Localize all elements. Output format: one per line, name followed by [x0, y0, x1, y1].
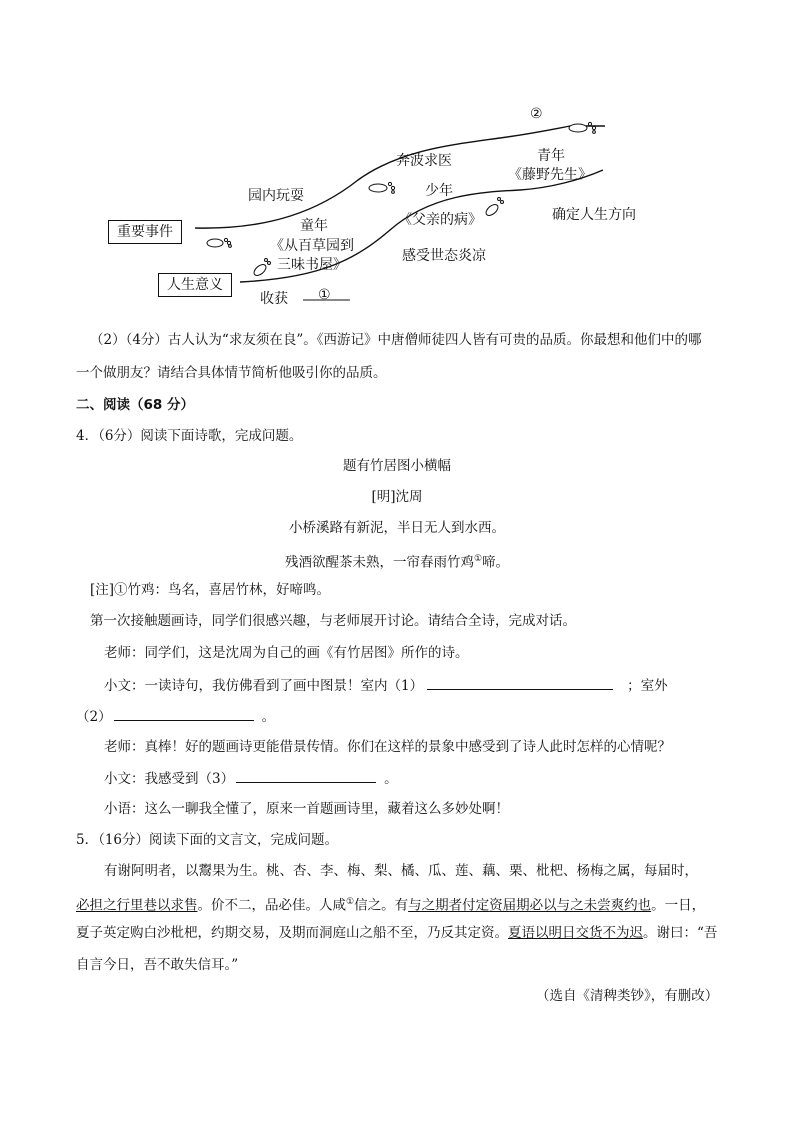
event-label: 确定人生方向	[552, 207, 636, 223]
dialogue-line	[104, 675, 668, 696]
classical-span: 信之。有	[354, 897, 409, 914]
answer-blank-3[interactable]	[236, 768, 376, 783]
underlined-sentence: 必担之行里巷以求售	[76, 897, 198, 914]
dialogue-line: 小语：这么一聊我全懂了，原来一首题画诗里，藏着这么多妙处啊！	[104, 801, 509, 817]
dialogue-text: 。	[384, 771, 398, 787]
life-meaning-box: 人生意义	[158, 273, 232, 297]
underlined-sentence: 与之期者付定资届期必以与之未尝爽约也	[408, 897, 652, 914]
poem-note: [注]①竹鸡：鸟名，喜居竹林，好啼鸣。	[90, 582, 331, 598]
classical-span: 夏子英定购白沙枇杷，约期交易，及期而洞庭山之船不至，乃反其定资。	[76, 925, 508, 941]
classical-span: 。一日，	[651, 897, 706, 914]
footnote-marker: ①	[346, 897, 355, 907]
dialogue-line	[76, 706, 275, 727]
classical-text	[76, 892, 705, 916]
event-label: 奔波求医	[396, 153, 452, 169]
poem-text: 残酒欲醒茶未熟，一帘春雨竹鸡	[284, 554, 474, 571]
dialogue-text: （2）	[76, 709, 112, 725]
stage-title: 少年	[425, 183, 453, 199]
answer-blank-1[interactable]	[427, 675, 613, 690]
event-label: 园内玩耍	[248, 188, 304, 204]
dialogue-text: 。	[261, 709, 276, 725]
dialogue-line	[104, 768, 398, 789]
q3-2-line1: （2）（4分）古人认为“求友须在良”。《西游记》中唐僧师徒四人皆有可贵的品质。你最想和他们中的哪	[90, 332, 702, 348]
footprint-icon	[484, 198, 503, 218]
q4-intro: 第一次接触题画诗，同学们很感兴趣，与老师展开讨论。请结合全诗，完成对话。	[90, 613, 576, 629]
footnote-marker: ①	[473, 554, 483, 564]
dialogue-line: 老师：同学们，这是沈周为自己的画《有竹居图》所作的诗。	[104, 645, 469, 661]
classical-text: 自言今日，吾不敢失信耳。”	[76, 957, 239, 973]
stage-work: 《父亲的病》	[398, 212, 482, 228]
q5-stem: 5．（16分）阅读下面的文言文，完成问题。	[76, 832, 339, 848]
dialogue-text: 小文：我感受到（3）	[104, 771, 235, 787]
stage-work: 《从百草园到	[270, 238, 354, 254]
stage-work: 三味书屋》	[277, 257, 347, 273]
source-citation: （选自《清稗类钞》，有删改）	[536, 988, 719, 1004]
poem-title: 题有竹居图小横幅	[343, 458, 451, 474]
footprint-icon	[569, 122, 596, 133]
q4-stem: 4．（6分）阅读下面诗歌，完成问题。	[76, 428, 303, 444]
stage-title: 青年	[537, 148, 565, 164]
poem-text: 啼。	[482, 554, 510, 571]
poem-author: [明]沈周	[371, 489, 423, 505]
footprint-icon	[207, 238, 231, 247]
classical-text	[76, 923, 717, 943]
classical-text: 有谢阿明者，以鬻果为生。桃、杏、李、梅、梨、橘、瓜、莲、藕、栗、枇杷、杨梅之属，每届时，	[104, 863, 698, 879]
dialogue-text: ；室外	[627, 678, 668, 694]
meaning-label: 感受世态炎凉	[402, 248, 486, 264]
poem-line: 小桥溪路有新泥，半日无人到水西。	[289, 520, 505, 536]
important-events-box: 重要事件	[108, 220, 182, 244]
classical-span: 。谢曰：“吾	[643, 925, 718, 941]
stage-title: 童年	[300, 218, 328, 234]
poem-line	[0, 549, 794, 573]
harvest-label: 收获	[260, 291, 288, 307]
dialogue-line: 老师：真棒！好的题画诗更能借景传情。你们在这样的景象中感受到了诗人此时怎样的心情呢？	[104, 739, 671, 755]
footprint-icon	[369, 182, 395, 193]
top-blank-marker: ②	[530, 106, 543, 122]
underlined-sentence: 夏语以明日交货不为迟	[508, 925, 643, 941]
harvest-blank-marker: ①	[318, 287, 331, 303]
answer-blank-2[interactable]	[114, 706, 254, 721]
dialogue-text: 小文：一读诗句，我仿佛看到了画中图景！室内（1）	[104, 678, 424, 694]
q3-2-line2: 一个做朋友？请结合具体情节简析他吸引你的品质。	[76, 365, 387, 381]
footprint-icon	[252, 259, 270, 278]
life-path-diagram	[100, 100, 660, 315]
section-title: 二、阅读（68 分）	[76, 397, 194, 413]
classical-span: 。价不二，品必佳。人咸	[197, 897, 346, 914]
stage-work: 《藤野先生》	[508, 167, 592, 183]
